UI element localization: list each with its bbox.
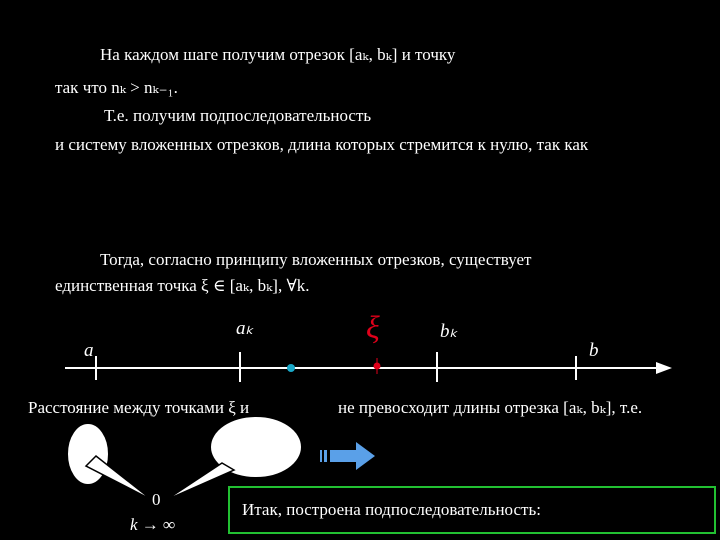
callout-bubble-small — [67, 423, 109, 485]
label-a: a — [84, 340, 94, 361]
text-line-3: Т.е. получим подпоследовательность — [104, 106, 372, 125]
label-xi: ξ — [366, 309, 380, 345]
text-line-5: Тогда, согласно принципу вложенных отрезков, существует — [100, 250, 532, 269]
conclusion-text: Итак, построена подпоследовательность: — [242, 500, 541, 519]
arrow-stripe-1 — [320, 450, 322, 462]
text-line-1: На каждом шаге получим отрезок [aₖ, bₖ] и точку — [100, 45, 456, 64]
arrow-head — [356, 442, 375, 470]
point-cyan — [287, 364, 295, 372]
label-ak: aₖ — [236, 318, 254, 339]
axis-arrowhead — [656, 362, 672, 374]
arrow-stripe-2 — [324, 450, 327, 462]
distance-text-left: Расстояние между точками ξ и — [28, 398, 250, 417]
arrow-body — [330, 450, 358, 462]
limit-zero: 0 — [152, 490, 161, 509]
text-line-6: единственная точка ξ ∈ [aₖ, bₖ], ∀k. — [55, 276, 310, 295]
distance-text-right: не превосходит длины отрезка [aₖ, bₖ], т.е. — [338, 398, 643, 417]
label-b: b — [589, 340, 599, 361]
callout-pointer-large — [166, 463, 234, 500]
label-bk: bₖ — [440, 321, 458, 342]
conclusion-box — [228, 486, 716, 534]
text-line-2: так что nₖ > nₖ₋₁. — [55, 78, 178, 97]
text-line-4: и систему вложенных отрезков, длина которых стремится к нулю, так как — [55, 135, 589, 154]
limit-k-to-infinity: k → ∞ — [130, 515, 176, 534]
